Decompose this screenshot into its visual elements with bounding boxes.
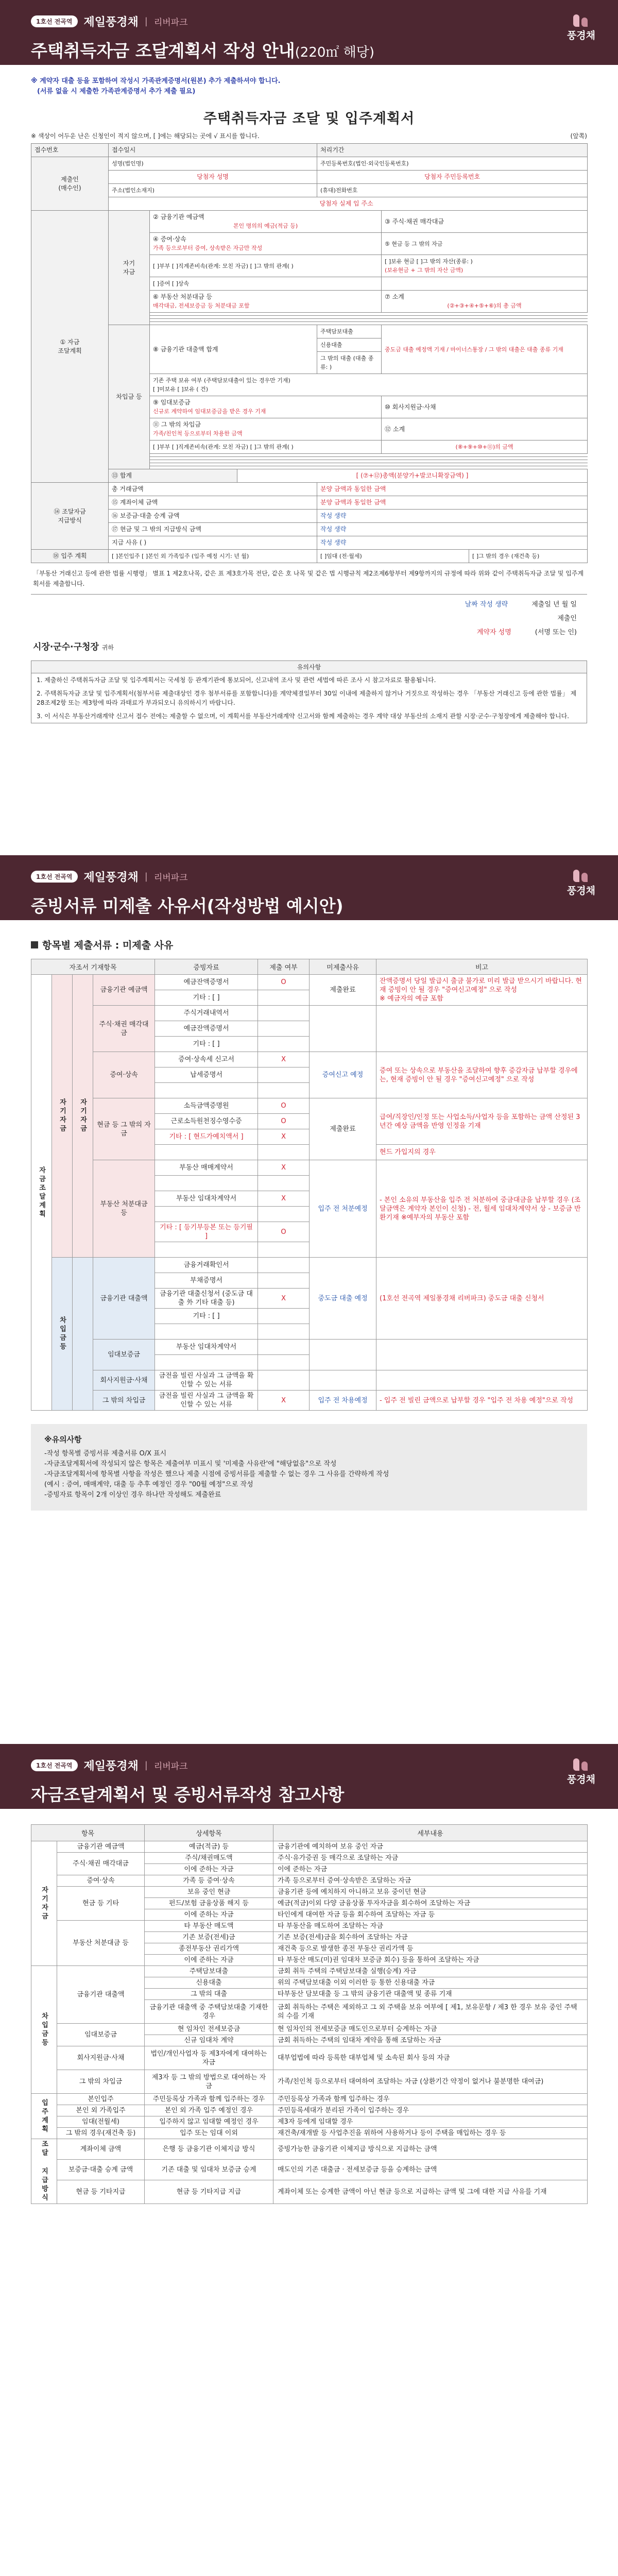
payment-section-label: ⑭ 조달자금 지급방식 xyxy=(31,483,109,550)
caution-box: 유의사항 1. 제출하신 주택취득자금 조달 및 입주계획서는 국세청 등 관계기관에 통보되어, 신고내역 조사 및 관련 세법에 따른 조사 시 참고자료로 활용됩니다. 2. 주택취득자금 조달 및 입주계획서(첨부서류 제출대상인 경우 첨부서류를 포함합니다)를 계약체결일부터 30일 이내에 제출하지 않거나 거짓으로 작성하는 경우 「부동산 거래신고 등에 관한 법률」 제28조제2항 또는 제3항에 따라 과태료가 부과되오니 유의하시기 바랍니다. 3. 이 서식은 부동산거래계약 신고서 접수 전에는 제출할 수 없으며, 이 계획서를 부동산거래계약 신고서와 함께 제출하는 경우 계약 대상 부동산의 소재지 관할 시장·군수·구청장에게 제출해야 합니다. xyxy=(31,660,587,723)
brand-logo: 풍경채 xyxy=(567,867,595,897)
banner-title: 주택취득자금 조달계획서 작성 안내(220㎡ 해당) xyxy=(31,41,375,61)
section-funding-plan-guide: 1호선 전곡역 제일풍경채 | 리버파크 주택취득자금 조달계획서 작성 안내(220㎡ 해당) 풍경채 ※ 계약자 대출 등을 포함하여 작성시 가족관계증명서(원본) 추가 제출하셔야 합니다. (서류 없을 시 제출한 가족관계증명서 추가 제출 필요) 주택취득자금 조달 및 입주계획서 ※ 색상이 어두운 난은 신청인이 적지 않으며, [ ]에는 해당되는 곳에 √ 표시를 합니다. (앞쪽) 접수번호 접수일시 처리기간 제출인 (매수인) 성명(법인명) 주민등록번호(법인·외국인등록번호) 당첨자 성명 당첨자 주민등록번호 주소(법인소재지) (휴대)전화번호 당첨자 실제 입 주소 ① 자금 조달계획 자기 자금 ② 금융기관 예금액 본인 명의의 예금(적금 등) ③ 주식·채권 매각대금 ④ 증여·상속 가족 등으로부터 증여, 상속받은 자금만 작성 ⑤ 현금 등 그 밖의 자금 [ ]부부 [ ]직계존비속(관계: 모친 자금) [ ]그 밖의 관계( ) [ ]보유 현금 [ ]그 밖의 자산(종류: ) (보유현금 + 그 밖의 자산 금액) [ ]증여 [ ]상속 ⑥ 부동산 처분대금 등 매각대금, 전세보증금 등 처분대금 포함 ⑦ 소계 (②+③+④+⑤+⑥)의 총 금액 차입금 등 ⑧ 금융기관 대출액 합계 주택담보대출 중도금 대출 예정액 기재 / 마이너스통장 / 그 밖의 대출은 대출 종류 기재 신용대출 그 밖의 대출 (대출 종류: ) 기존 주택 보유 여부 (주택담보대출이 있는 경우만 기재) [ ]미보유 [ ]보유 ( 건) ⑨ 임대보증금 신규로 계약하여 임대보증금을 받은 경우 기재 ⑩ 회사지원금·사채 ⑪ 그 밖의 차입금 가족/친인척 등으로부터 차용한 금액 ⑫ 소계 [ ]부부 [ ]직계존비속(관계: 모친 자금) [ ]그 밖의 관계( ) (⑧+⑨+⑩+⑪)의 금액 ⑬ 합계 [ (⑦+⑫)총액(분양가+발코니확장금액) ] ⑭ 조달자금 지급방식 총 거래금액 분양 금액과 동일한 금액 ⑮ 계좌이체 금액 분양 금액과 동일한 금액 ⑯ 보증금·대출 승계 금액 작성 생략 ⑰ 현금 및 그 밖의 지급방식 금액 작성 생략 지급 사유 ( ) 작성 생략 ⑱ 입주 계획 [ ]본인입주 [ ]본인 외 가족입주 (입주 예정 시기: 년 월) [ ]임대 (전·월세) [ ]그 밖의 경우 (재건축 등) 「부동산 거래신고 등에 관한 법률 시행령」 별표 1 제2호나목, 같은 표 제3호가목 전단, 같은 호 나목 및 같은 법 시행규칙 제2조제6항부터 제9항까지의 규정에 따라 위와 같이 주택취득자금 조달 및 입주계획서를 제출합니다. 날짜 작성 생략 제출일 년 월 일 제출인 계약자 성명 (서명 또는 인) 시장·군수·구청장 귀하 유의사항 1. 제출하신 주택취득자금 조달 및 입주계획서는 국세청 등 관계기관에 통보되어, 신고내역 조사 및 관련 세법에 따른 조사 시 참고자료로 활용됩니다. 2. 주택취득자금 조달 및 입주계획서(첨부서류 제출대상인 경우 첨부서류를 포함합니다)를 계약체결일부터 30일 이내에 제출하지 않거나 거짓으로 작성하는 경우 「부동산 거래신고 등에 관한 법률」 제28조제2항 또는 제3항에 따라 과태료가 부과되오니 유의하시기 바랍니다. 3. 이 서식은 부동산거래계약 신고서 접수 전에는 제출할 수 없으며, 이 계획서를 부동산거래계약 신고서와 함께 제출하는 경우 계약 대상 부동산의 소재지 관할 시장·군수·구청장에게 제출해야 합니다. xyxy=(0,0,618,824)
docs-table: 자조서 기재항목 증빙자료 제출 여부 미제출사유 비고 자금조달계획 자기자금 자기자금 금융기관 예금액 예금잔액증명서 O 제출완료 잔액증명서 당일 발급시 출금 불가로 미리 발급 받으시기 바랍니다. 현재 증빙이 안 될 경우 "증여신고예정" 으로 작성 ※ 예금자의 예금 포함 기타 : [ ] 주식·채권 매각대금 주식거래내역서 예금잔액증명서 기타 : [ ] 증여·상속 증여·상속세 신고서 X 증여신고 예정 증여 또는 상속으로 부동산을 조달하여 향후 증감자금 납부할 경우에는, 현재 증빙이 안 될 경우 "증여신고예정" 으로 작성 납세증명서 현금 등 그 밖의 자금 소득금액증명원 O 제출완료 급여/직장인/인정 또는 사업소득/사업자 등을 포함하는 금액 산정된 3년간 예상 금액을 반영 인정을 기재 근로소득원천징수영수증 O 기타 : [ 현드가예치액서 ] X 현드 가입지의 경우 부동산 처분대금 등 부동산 매매계약서 X 입주 전 처분예정 - 본인 소유의 부동산을 입주 전 처분하여 중금대금을 납부할 경우 (조달금액은 계약자 본인이 신청) - 전, 월세 임대차계약서 상 - 보증금 반환기재 ※예부자의 부동산 포함 부동산 임대차계약서 X 기타 : [ 등기부등본 또는 등기필 ] O 차입금등 금융기관 대출액 금융거래확인서 중도금 대출 예정 (1호선 전곡역 제일풍경채 리버파크) 중도금 대출 신청서 부채증명서 금융기관 대출신청서 (중도금 대출 外 기타 대출 등) X 기타 : [ ] 임대보증금 부동산 임대차계약서 회사지원금·사채 금전을 빌린 사실과 그 금액을 확인할 수 있는 서류 그 밖의 차입금 금전을 빌린 사실과 그 금액을 확인할 수 있는 서류 X 입주 전 차용예정 - 입주 전 빌린 금액으로 납부할 경우 "입주 전 차용 예정"으로 작성 xyxy=(31,959,588,1411)
banner-title: 자금조달계획서 및 증빙서류작성 참고사항 xyxy=(31,1785,345,1805)
leaf-icon xyxy=(571,867,591,882)
buyer-name-hint: 당첨자 성명 xyxy=(109,171,317,184)
funding-section-label: ① 자금 조달계획 xyxy=(31,211,109,483)
banner xyxy=(0,0,618,65)
move-section-label: ⑱ 입주 계획 xyxy=(31,550,109,563)
form-title: 주택취득자금 조달 및 입주계획서 xyxy=(203,111,415,127)
reference-table: 항목 상세항목 세부내용 자기자금 금융기관 예금액 예금(적금) 등 금융기관에 예치하여 보유 중인 자금 주식·채권 매각대금 주식/채권매도액 주식·유가증권 등 매각으로 조달하는 자금 이에 준하는 자금 이에 준하는 자금 증여·상속 가족 등 증여·상속 가족 등으로부터 증여·상속받은 조달하는 자금 현금 등 기타 보유 중인 현금 금융기관 등에 예치하지 아니하고 보유 중이던 현금 펀드/보험 금융상품 해지 등 예금(적금)이외 다양 금융상품 투자자금을 회수하여 조달하는 자금 이에 준하는 자금 타인에게 대여한 자금 등을 회수하여 조달하는 자금 등 부동산 처분대금 등 타 부동산 매도액 타 부동산을 매도하여 조달하는 자금 기존 보증(전세)금 기존 보증(전세)금을 회수하여 조달하는 자금 종전부동산 권리가액 재건축 등으로 발생한 종전 부동산 권리가액 등 이에 준하는 자금 타 부동산 매도(미)권 임대차 보증금 회수) 등을 통하여 조달하는 자금 차입금등 금융기관 대출액 주택담보대출 금회 취득 주택의 주택담보대출 실행(승계) 자금 신용대출 위의 주택담보대출 이외 이러한 등 통한 신용대출 자금 그 밖의 대출 타부동산 담보대출 등 그 밖의 금융기관 대출액 및 종류 기재 금융기관 대출액 중 주택담보대출 기재한 경우 금회 취득하는 주택은 제외하고 그 외 주택을 보유 여부에 [ 제1, 보유문항 / 제3 한 경우 보유 중인 주택의 수를 기재 임대보증금 현 임차인 전세보증금 현 임차인의 전세보증금 매도인으로부터 승계하는 자금 신규 임대차 계약 금회 취득하는 주택의 임대차 계약을 통해 조달하는 자금 회사지원금·사채 법인/개인사업자 등 제3자에게 대여하는 자금 대부업법에 따라 등록한 대부업체 및 소속된 회사 등의 자금 그 밖의 차입금 제3자 등 그 밖의 방법으로 대여하는 자금 가족/친인척 등으로부터 대여하여 조달하는 자금 (상환기간 약정이 없거나 불분명한 대여금) 입주계획 본인입주 주민등록상 가족과 함께 입주하는 경우 주민등록상 가족과 함께 입주하는 경우 본인 외 가족입주 본인 외 가족 입주 예정인 경우 주민등록세대가 분리된 가족이 입주하는 경우 임대(전월세) 입주하지 않고 임대할 예정인 경우 제3자 등에게 임대할 경우 그 밖의 경우(재건축 등) 입주 또는 임대 이외 재건축/재개발 등 사업추진을 위하여 사용하거나 등이 주택을 매입하는 경우 등 조달 지급방식 계좌이체 금액 은행 등 금융기관 이체지급 방식 증빙가능한 금융기관 이체지급 방식으로 지급하는 금액 보증금·대출 승계 금액 기존 대출 및 임대차 보증금 승계 매도인의 기존 대출금 · 전세보증금 등을 승계하는 금액 현금 등 기타지급 현금 등 기타지급 지급 계좌이체 또는 승계한 금액이 아닌 현금 등으로 지급하는 금액 및 그에 대한 지급 사유를 기재 xyxy=(31,1824,588,2204)
total-hint: [ (⑦+⑫)총액(분양가+발코니확장금액) ] xyxy=(237,469,588,483)
banner: 1호선 전곡역 제일풍경채 | 리버파크 증빙서류 미제출 사유서(작성방법 예시안) 풍경채 xyxy=(0,855,618,920)
funding-form: 접수번호 접수일시 처리기간 제출인 (매수인) 성명(법인명) 주민등록번호(법인·외국인등록번호) 당첨자 성명 당첨자 주민등록번호 주소(법인소재지) (휴대)전화번호 당첨자 실제 입 주소 ① 자금 조달계획 자기 자금 ② 금융기관 예금액 본인 명의의 예금(적금 등) ③ 주식·채권 매각대금 ④ 증여·상속 가족 등으로부터 증여, 상속받은 자금만 작성 ⑤ 현금 등 그 밖의 자금 [ ]부부 [ ]직계존비속(관계: 모친 자금) [ ]그 밖의 관계( ) [ ]보유 현금 [ ]그 밖의 자산(종류: ) (보유현금 + 그 밖의 자산 금액) [ ]증여 [ ]상속 ⑥ 부동산 처분대금 등 매각대금, 전세보증금 등 처분대금 포함 ⑦ 소계 (②+③+④+⑤+⑥)의 총 금액 차입금 등 ⑧ 금융기관 대출액 합계 주택담보대출 중도금 대출 예정액 기재 / 마이너스통장 / 그 밖의 대출은 대출 종류 기재 신용대출 그 밖의 대출 (대출 종류: ) 기존 주택 보유 여부 (주택담보대출이 있는 경우만 기재) [ ]미보유 [ ]보유 ( 건) ⑨ 임대보증금 신규로 계약하여 임대보증금을 받은 경우 기재 ⑩ 회사지원금·사채 ⑪ 그 밖의 차입금 가족/친인척 등으로부터 차용한 금액 ⑫ 소계 [ ]부부 [ ]직계존비속(관계: 모친 자금) [ ]그 밖의 관계( ) (⑧+⑨+⑩+⑪)의 금액 ⑬ 합계 [ (⑦+⑫)총액(분양가+발코니확장금액) ] ⑭ 조달자금 지급방식 총 거래금액 분양 금액과 동일한 금액 ⑮ 계좌이체 금액 분양 금액과 동일한 금액 ⑯ 보증금·대출 승계 금액 작성 생략 ⑰ 현금 및 그 밖의 지급방식 금액 작성 생략 지급 사유 ( ) 작성 생략 ⑱ 입주 계획 [ ]본인입주 [ ]본인 외 가족입주 (입주 예정 시기: 년 월) [ ]임대 (전·월세) [ ]그 밖의 경우 (재건축 등) xyxy=(31,143,588,563)
buyer-label: 제출인 (매수인) xyxy=(31,157,109,211)
section-heading: 항목별 제출서류 : 미제출 사유 xyxy=(31,938,587,952)
section-reference xyxy=(0,1744,618,2576)
leaf-icon xyxy=(571,1755,591,1771)
section-missing-docs-reason xyxy=(0,855,618,1713)
square-bullet-icon xyxy=(31,941,38,948)
page-side: (앞쪽) xyxy=(570,132,587,140)
banner-title: 증빙서류 미제출 사유서(작성방법 예시안) xyxy=(31,896,344,916)
brand-logo: 풍경채 xyxy=(567,11,595,42)
buyer-id-hint: 당첨자 주민등록번호 xyxy=(317,171,588,184)
brand-name: 제일풍경채 xyxy=(83,16,139,29)
form-guide: ※ 색상이 어두운 난은 신청인이 적지 않으며, [ ]에는 해당되는 곳에 √ 표시를 합니다. xyxy=(31,132,260,140)
brand-sub: 리버파크 xyxy=(153,18,188,28)
legal-text: 「부동산 거래신고 등에 관한 법률 시행령」 별표 1 제2호나목, 같은 표 제3호가목 전단, 같은 호 나목 및 같은 법 시행규칙 제2조제6항부터 제9항까지의 규정에 따라 위와 같이 주택취득자금 조달 및 입주계획서를 제출합니다. xyxy=(31,563,587,595)
sign-area: 날짜 작성 생략 제출일 년 월 일 xyxy=(465,601,577,608)
station-tag: 1호선 전곡역 xyxy=(31,15,78,27)
notice: ※ 계약자 대출 등을 포함하여 작성시 가족관계증명서(원본) 추가 제출하셔야 합니다. (서류 없을 시 제출한 가족관계증명서 추가 제출 필요) xyxy=(31,77,281,95)
buyer-addr-hint: 당첨자 실제 입 주소 xyxy=(109,197,588,211)
caution-notes: ※유의사항 -작성 항목별 증빙서류 제출서류 O/X 표시 -자금조달계획서에 작성되지 않은 항목은 제출여부 미표시 및 '미제출 사유란'에 "해당없음"으로 작성 -자금조달계획서에 항목별 사항을 작성은 했으나 제출 시점에 증빙서류를 제출할 수 없는 경우 그 사유를 간략하게 작성 (예시 : 증여, 매매계약, 대출 등 추후 예정인 경우 "00월 예정"으로 작성 -증빙자료 항목이 2개 이상인 경우 하나만 작성해도 제출완료 xyxy=(31,1424,587,1511)
banner: 1호선 전곡역 제일풍경채 | 리버파크 자금조달계획서 및 증빙서류작성 참고사항 풍경채 xyxy=(0,1744,618,1809)
recipient: 시장·군수·구청장 귀하 xyxy=(33,642,114,652)
brand-logo: 풍경채 xyxy=(567,1755,595,1786)
leaf-icon xyxy=(571,11,591,27)
brand-separator: | xyxy=(144,16,148,27)
